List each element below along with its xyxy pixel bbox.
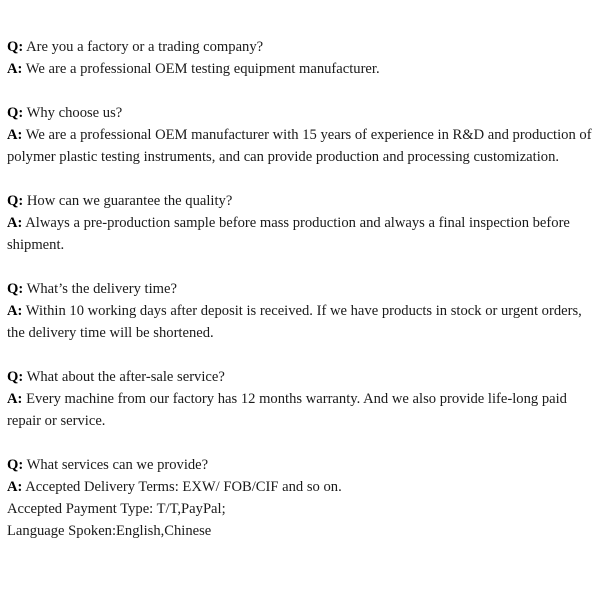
question-prefix: Q: [7,281,24,297]
faq-item-delivery-time [7,278,595,344]
question-line [7,102,595,124]
answer-prefix: A: [7,303,23,319]
question-line [7,454,595,476]
faq-item-after-sale [7,366,595,432]
question-text: What’s the delivery time? [26,281,177,297]
question-prefix: Q: [7,193,24,209]
question-text: How can we guarantee the quality? [26,193,233,209]
payment-type-line: Accepted Payment Type: T/T,PayPal; [7,501,226,517]
question-prefix: Q: [7,39,24,55]
question-prefix: Q: [7,105,24,121]
answer-prefix: A: [7,61,23,77]
answer-text: Always a pre-production sample before mass production and always a final inspection before shipment. [7,215,570,253]
answer-line [7,300,595,344]
question-line [7,278,595,300]
answer-prefix: A: [7,215,23,231]
question-line [7,190,595,212]
question-line [7,36,595,58]
answer-line [7,388,595,432]
faq-list [7,36,595,564]
question-text: What about the after-sale service? [26,369,225,385]
question-line [7,366,595,388]
faq-item-why-choose [7,102,595,168]
answer-prefix: A: [7,127,23,143]
answer-text: We are a professional OEM testing equipment manufacturer. [25,61,380,77]
answer-line [7,58,595,80]
answer-text: We are a professional OEM manufacturer with 15 years of experience in R&D and production of polymer plastic testing instruments, and can provide production and processing customization. [7,127,592,165]
question-text: Why choose us? [26,105,123,121]
faq-item-quality [7,190,595,256]
answer-prefix: A: [7,479,23,495]
question-prefix: Q: [7,457,24,473]
question-text: What services can we provide? [26,457,209,473]
answer-prefix: A: [7,391,23,407]
faq-item-factory [7,36,595,80]
answer-text: Every machine from our factory has 12 months warranty. And we also provide life-long paid repair or service. [7,391,567,429]
question-text: Are you a factory or a trading company? [26,39,264,55]
faq-item-services [7,454,595,542]
answer-text: Within 10 working days after deposit is received. If we have products in stock or urgent orders, the delivery time will be shortened. [7,303,582,341]
answer-line [7,212,595,256]
answer-text: Accepted Delivery Terms: EXW/ FOB/CIF and so on. [25,479,342,495]
question-prefix: Q: [7,369,24,385]
language-line: Language Spoken:English,Chinese [7,523,212,539]
answer-line [7,124,595,168]
answer-line [7,476,595,498]
